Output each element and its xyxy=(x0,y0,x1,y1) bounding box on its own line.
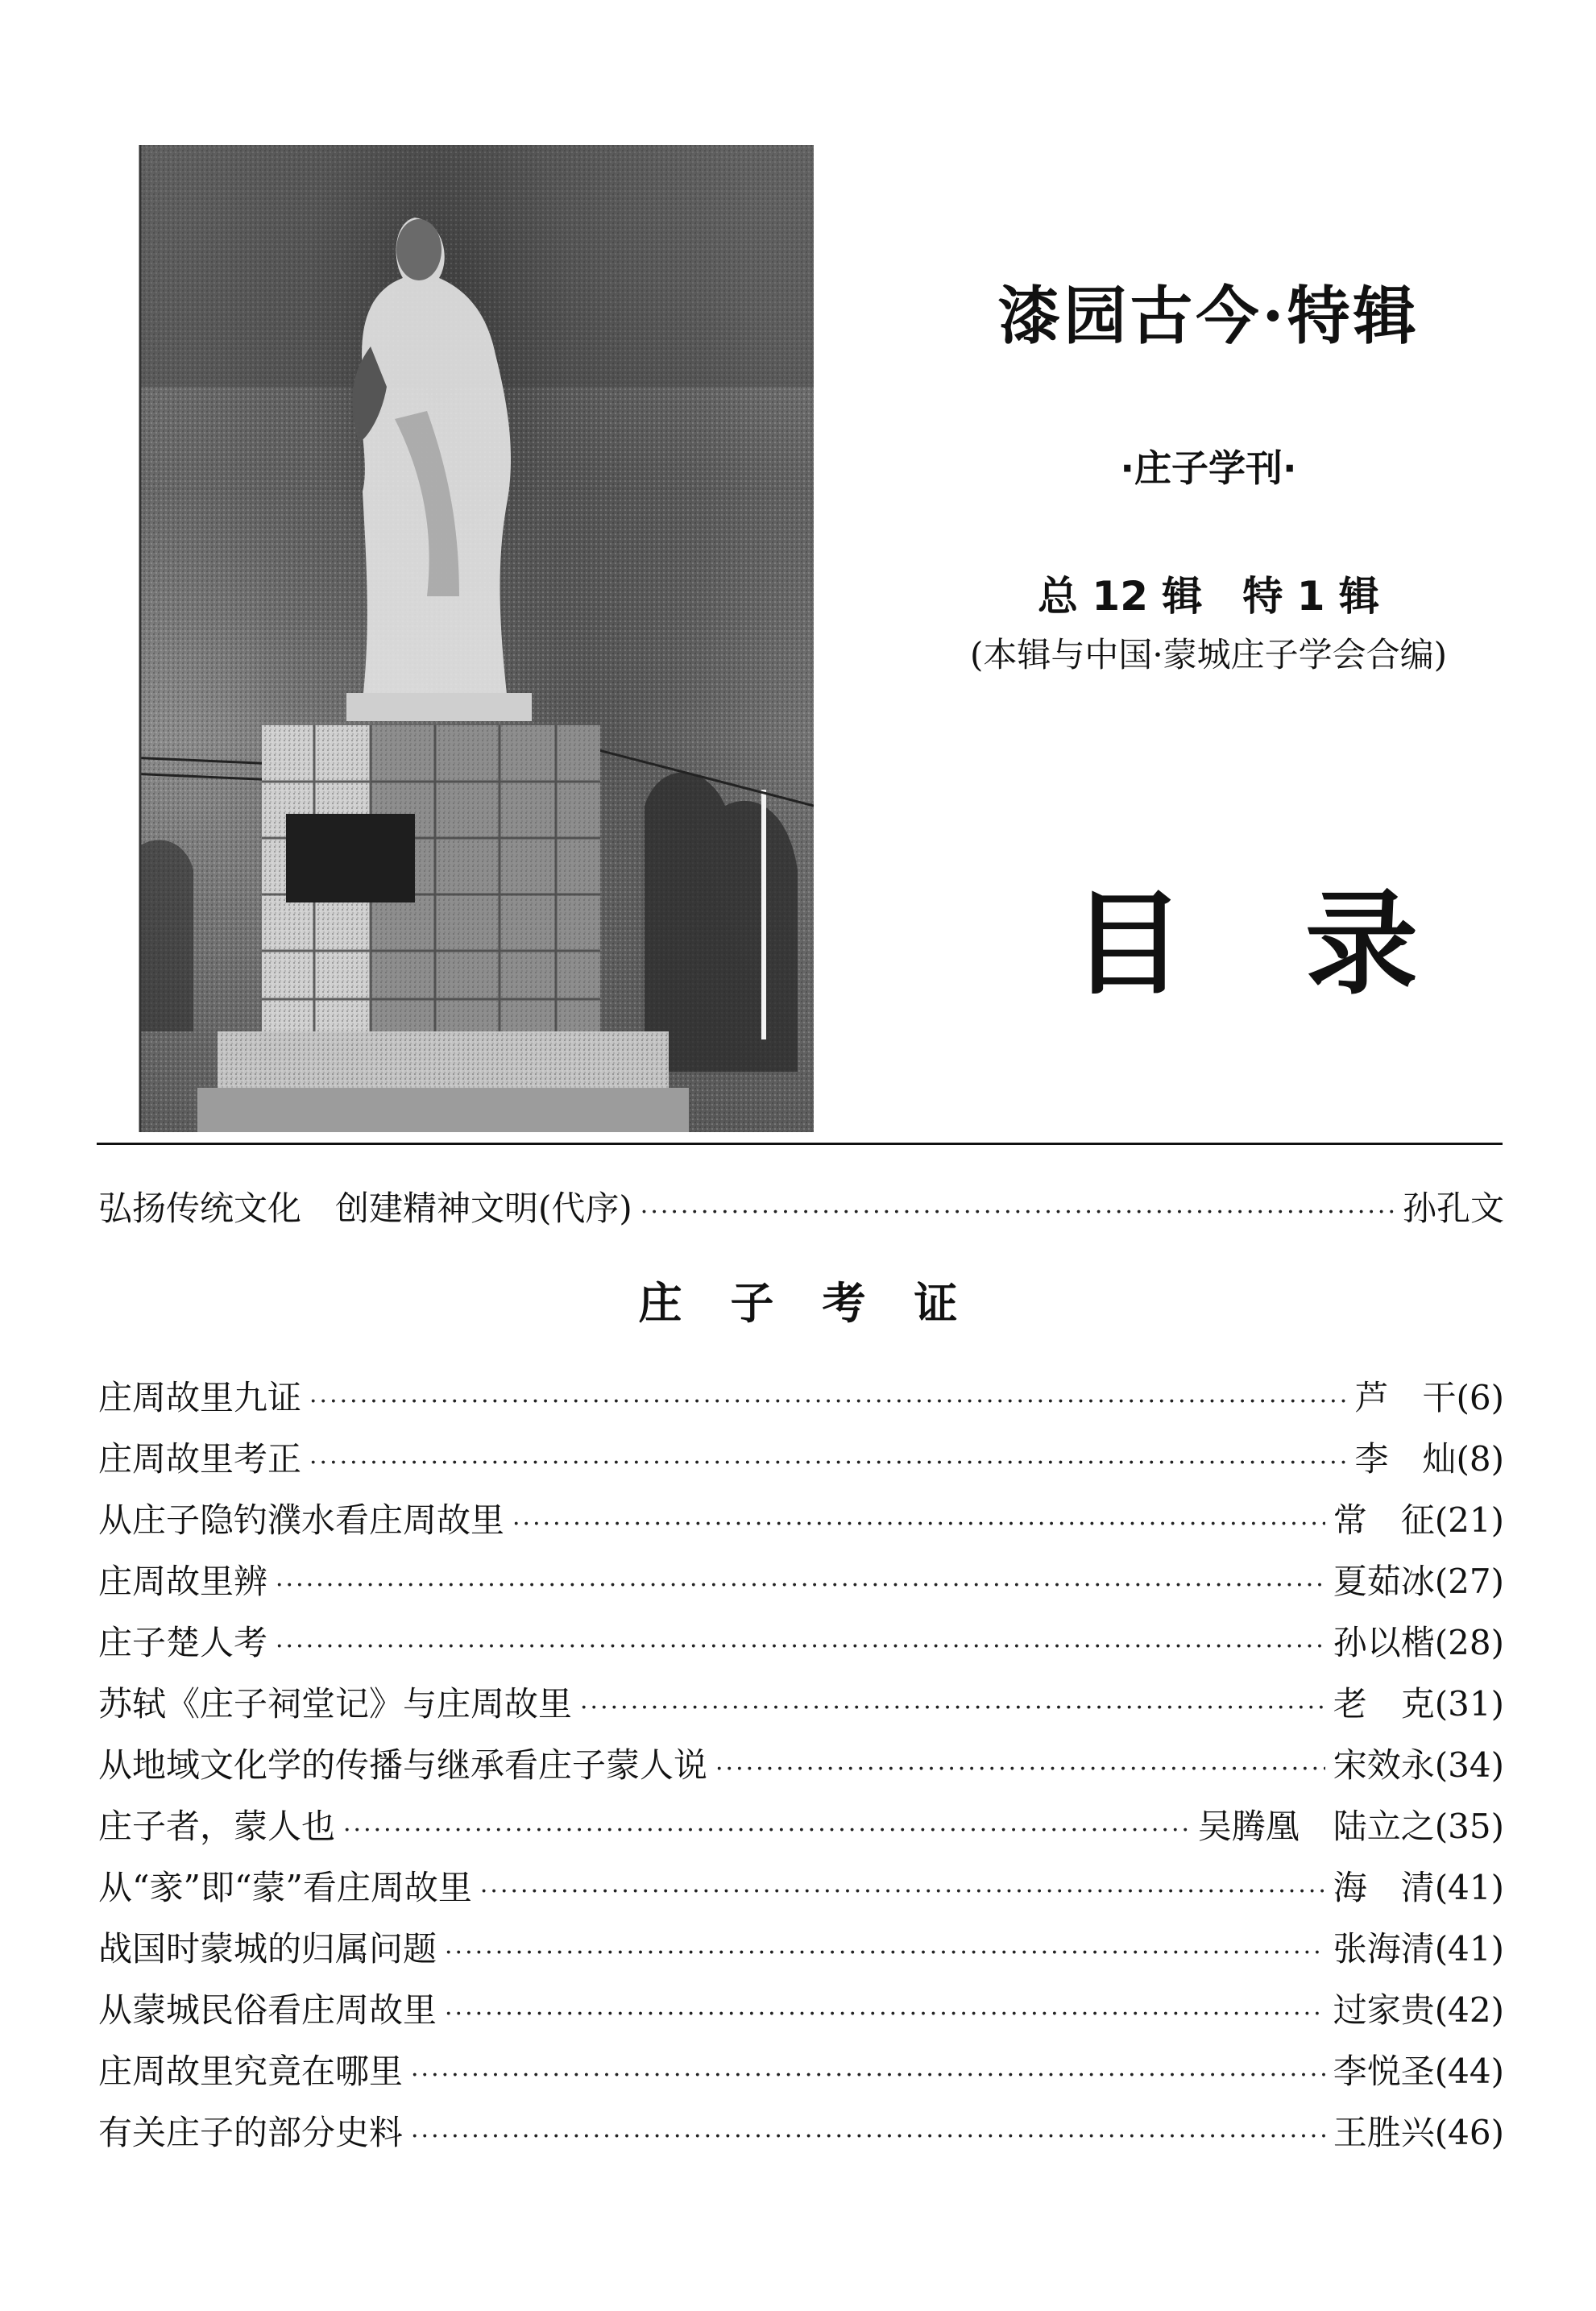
leader-dots xyxy=(445,1990,1325,2039)
leader-dots xyxy=(512,1500,1325,1549)
toc-entry-preface[interactable] xyxy=(98,1185,1504,1233)
toc-entry[interactable] xyxy=(98,1496,1504,1545)
entry-author: 过家贵(42) xyxy=(1333,1990,1504,2030)
toc-entry[interactable] xyxy=(98,1925,1504,1973)
entry-author: 孙孔文 xyxy=(1402,1189,1504,1228)
toc-entry[interactable] xyxy=(98,1680,1504,1728)
journal-subtitle: ·庄子学刊· xyxy=(1120,446,1297,490)
coedit-note: (本辑与中国·蒙城庄子学会合编) xyxy=(969,635,1448,674)
leader-dots xyxy=(343,1807,1190,1855)
statue-photo xyxy=(129,145,814,1132)
entry-title: 有关庄子的部分史料 xyxy=(98,2113,404,2152)
toc-entry[interactable] xyxy=(98,2109,1504,2157)
entry-author: 李 灿(8) xyxy=(1354,1439,1504,1479)
statue-photo-image xyxy=(129,145,814,1132)
leader-dots xyxy=(276,1562,1325,1610)
toc-title: 目录 xyxy=(1072,879,1540,1010)
leader-dots xyxy=(411,2113,1325,2161)
entry-title: 从蒙城民俗看庄周故里 xyxy=(98,1990,437,2030)
issue-number: 总 12 辑 特 1 辑 xyxy=(1038,573,1379,620)
toc-entry[interactable] xyxy=(98,1374,1504,1422)
entry-title: 庄子楚人考 xyxy=(98,1623,268,1662)
leader-dots xyxy=(580,1684,1325,1732)
entry-author: 芦 干(6) xyxy=(1354,1378,1504,1417)
leader-dots xyxy=(445,1929,1325,1977)
entry-title: 庄子者，蒙人也 xyxy=(98,1807,336,1846)
entry-title: 从地域文化学的传播与继承看庄子蒙人说 xyxy=(98,1745,708,1785)
entry-author: 张海清(41) xyxy=(1333,1929,1504,1969)
leader-dots xyxy=(480,1868,1325,1916)
entry-title: 庄周故里九证 xyxy=(98,1378,302,1417)
leader-dots xyxy=(715,1745,1325,1794)
leader-dots xyxy=(276,1623,1325,1671)
toc-entry[interactable] xyxy=(98,1803,1504,1851)
leader-dots xyxy=(309,1378,1346,1426)
entry-title: 战国时蒙城的归属问题 xyxy=(98,1929,437,1969)
section-heading: 庄子考证 xyxy=(638,1278,1006,1329)
entry-title: 庄周故里辨 xyxy=(98,1562,268,1601)
entry-author: 常 征(21) xyxy=(1333,1500,1504,1540)
entry-author: 吴腾凰 陆立之(35) xyxy=(1197,1807,1504,1846)
entry-title: 苏轼《庄子祠堂记》与庄周故里 xyxy=(98,1684,573,1724)
entry-title: 庄周故里究竟在哪里 xyxy=(98,2052,404,2091)
entry-title: 弘扬传统文化 创建精神文明(代序) xyxy=(98,1189,632,1228)
entry-title: 庄周故里考正 xyxy=(98,1439,302,1479)
entry-author: 海 清(41) xyxy=(1333,1868,1504,1907)
divider-rule xyxy=(97,1143,1503,1145)
leader-dots xyxy=(411,2052,1325,2100)
toc-entry[interactable] xyxy=(98,1558,1504,1606)
entry-title: 从“豙”即“蒙”看庄周故里 xyxy=(98,1868,472,1907)
entry-author: 夏茹冰(27) xyxy=(1333,1562,1504,1601)
toc-entry[interactable] xyxy=(98,1435,1504,1483)
entry-author: 王胜兴(46) xyxy=(1333,2113,1504,2152)
leader-dots xyxy=(640,1189,1395,1237)
toc-entry[interactable] xyxy=(98,1864,1504,1912)
toc-entry[interactable] xyxy=(98,2048,1504,2096)
entry-author: 孙以楷(28) xyxy=(1333,1623,1504,1662)
entry-title: 从庄子隐钓濮水看庄周故里 xyxy=(98,1500,505,1540)
entry-author: 李悦圣(44) xyxy=(1333,2052,1504,2091)
leader-dots xyxy=(309,1439,1346,1487)
entry-author: 宋效永(34) xyxy=(1333,1745,1504,1785)
toc-entry[interactable] xyxy=(98,1741,1504,1790)
magazine-title: 漆园古今·特辑 xyxy=(997,280,1420,353)
toc-entry[interactable] xyxy=(98,1986,1504,2035)
toc-entry[interactable] xyxy=(98,1619,1504,1667)
entry-author: 老 克(31) xyxy=(1333,1684,1504,1724)
